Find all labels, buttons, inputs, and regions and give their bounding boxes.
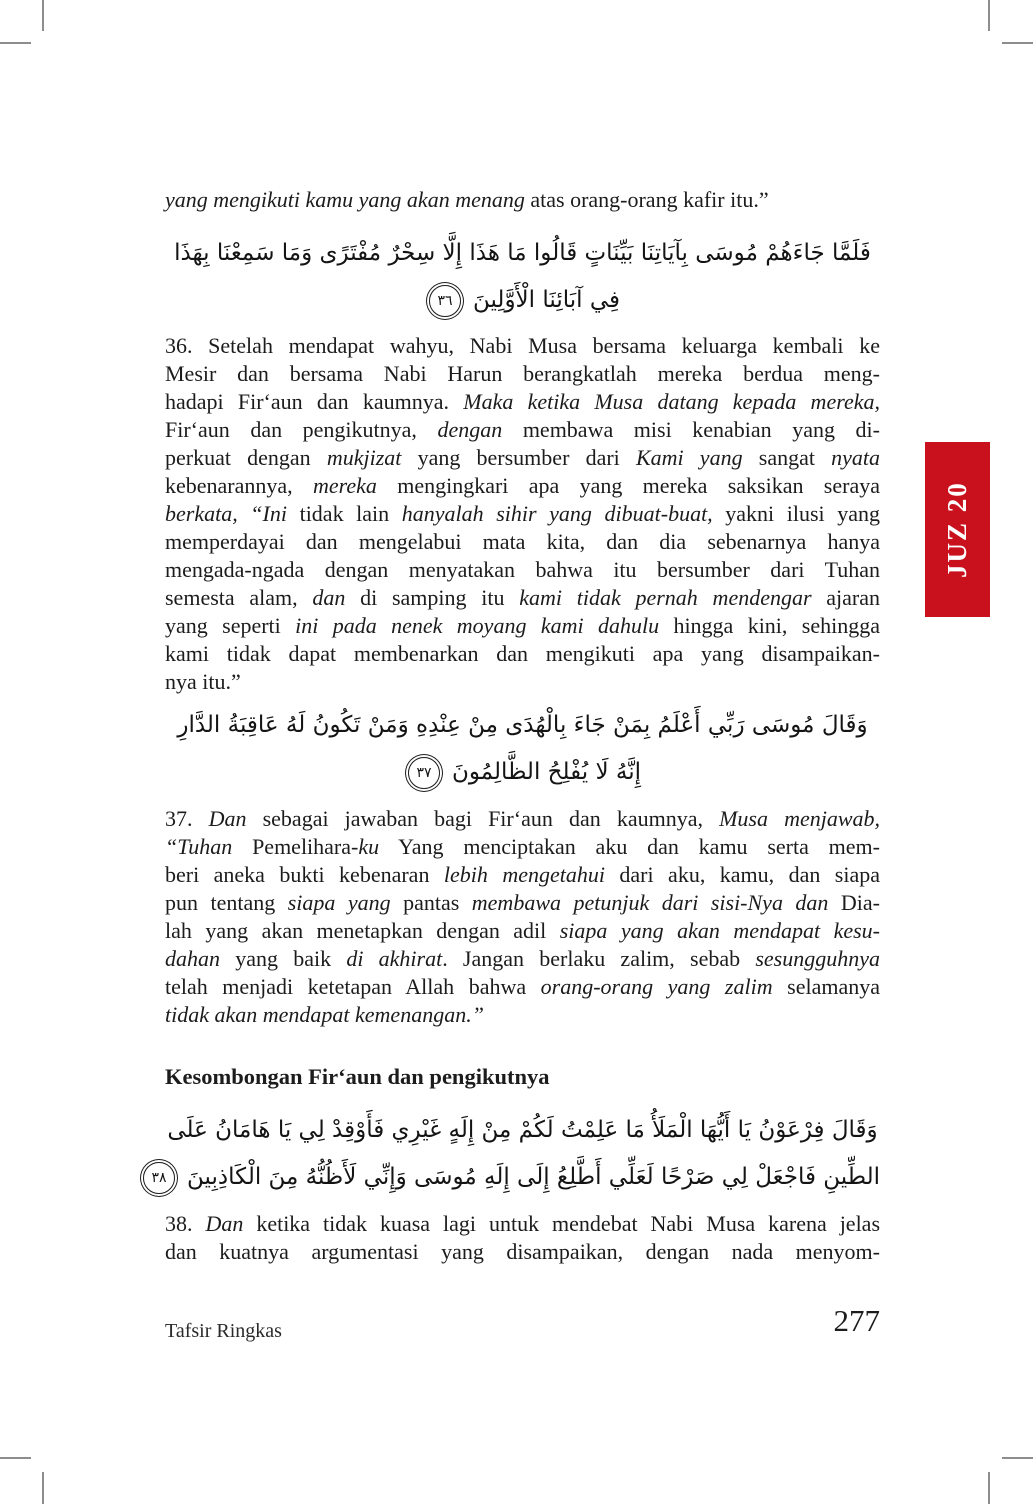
text-run: nyata [831,445,881,470]
arabic-verse-38-line-2 [151,1154,880,1201]
text-run: Yang menciptakan aku dan kamu serta mem- [379,834,880,859]
text-run: Mesir dan bersama Nabi Harun berangkatlah mereka berdua meng- [165,361,880,386]
text-run: 36. Setelah mendapat wahyu, Nabi Musa bersama keluarga kembali ke [165,333,880,358]
text-run: ketika tidak kuasa lagi untuk mendebat Nabi Musa karena jelas [243,1211,881,1236]
text-run: siapa yang akan mendapat kesu- [559,918,880,943]
text-run: perkuat dengan [165,445,327,470]
text-line [165,1210,880,1238]
juz-tab [925,442,990,617]
text-line [165,612,880,640]
text-run: orang-orang yang zalim [540,974,773,999]
text-run: yang seperti [165,613,296,638]
text-run: berkata, “Ini [165,501,287,526]
arabic-verse-36-line-2-text: فِي آبَائِنَا الْأَوَّلِينَ [472,287,620,313]
text-line [165,917,880,945]
crop-mark-bottom-right-vertical [988,1472,990,1504]
text-run: dan [312,585,346,610]
footer-book-title: Tafsir Ringkas [165,1320,282,1342]
text-line [165,1238,880,1266]
text-run: yang mengikuti kamu yang akan menang [165,187,525,212]
text-run: Musa menjawab, [719,806,881,831]
arabic-verse-36-line-2 [165,277,880,324]
text-run: beri aneka bukti kebenaran [165,862,444,887]
text-run: siapa yang [287,890,391,915]
text-line [165,528,880,556]
arabic-verse-38-line-1: وَقَالَ فِرْعَوْنُ يَا أَيُّهَا الْمَلَأُ مَا عَلِمْتُ لَكُمْ مِنْ إِلَهٍ غَيْرِي فَأَوْقِدْ لِي يَا هَامَانُ عَلَى [167,1117,878,1143]
crop-mark-top-left-horizontal [0,42,31,44]
text-run: lah yang akan menetapkan dengan adil [165,918,560,943]
text-run: nya itu.” [165,669,241,694]
paragraph-37 [165,805,880,1029]
paragraph-38 [165,1210,880,1266]
text-run: memperdayai dan mengelabui mata kita, dan dia sebenarnya hanya [165,529,880,554]
text-line [165,640,880,668]
text-run: di samping itu [345,585,520,610]
text-line [165,973,880,1001]
text-run: dan kuatnya argumentasi yang disampaikan, dengan nada menyom- [165,1239,880,1264]
text-run: dengan [437,417,503,442]
text-run: atas orang-orang kafir itu.” [524,187,769,212]
arabic-verse-38-line-2-text: الطِّينِ فَاجْعَلْ لِي صَرْحًا لَعَلِّي أَطَّلِعُ إِلَى إِلَهِ مُوسَى وَإِنِّي لَأَظُنُّهُ مِنَ الْكَاذِبِينَ [187,1164,880,1190]
text-line [165,833,880,861]
text-run: ini pada nenek moyang kami dahulu [295,613,660,638]
text-run: sebagai jawaban bagi Fir‘aun dan kaumnya, [246,806,720,831]
text-run: membawa petunjuk dari sisi-Nya dan [471,890,829,915]
text-run: ku [358,834,380,859]
text-line [165,805,880,833]
text-run: “Tuhan [165,834,233,859]
text-column [151,0,881,1266]
footer-page-number: 277 [833,1303,880,1338]
ayah-number-ornament-38: ٣٨ [143,1162,175,1194]
text-run: hadapi Fir‘aun dan kaumnya. [165,389,464,414]
text-run: kami tidak dapat membenarkan dan mengikuti apa yang disampaikan- [165,641,880,666]
text-run: Kami yang [635,445,743,470]
paragraph-36 [165,332,880,696]
text-line [165,556,880,584]
arabic-verse-36 [165,230,880,324]
text-run: tidak lain [286,501,402,526]
text-line [165,668,880,696]
text-run: pun tentang [165,890,288,915]
text-run: 38. [165,1211,206,1236]
text-run: tidak akan mendapat kemenangan.” [165,1002,484,1027]
text-run: di akhirat [346,946,443,971]
text-line [165,472,880,500]
crop-mark-top-right-horizontal [1002,42,1033,44]
text-run: pantas [390,890,472,915]
text-line [165,945,880,973]
text-run: hanyalah sihir yang dibuat-buat, [401,501,713,526]
arabic-verse-37 [165,702,880,796]
text-run: yang bersumber dari [401,445,636,470]
text-run: . Jangan berlaku zalim, sebab [442,946,756,971]
crop-mark-bottom-left-vertical [42,1472,44,1504]
text-run: hingga kini, sehingga [659,613,880,638]
text-run: sesungguhnya [755,946,880,971]
text-run: dari aku, kamu, dan siapa [604,862,881,887]
arabic-verse-38 [151,1107,880,1201]
text-run: sangat [742,445,832,470]
lead-line [165,186,880,214]
text-run: ajaran [811,585,881,610]
text-run: kebenarannya, [165,473,313,498]
text-line [165,388,880,416]
ayah-number-ornament-36: ٣٦ [429,285,461,317]
text-line [165,584,880,612]
arabic-verse-37-line-1: وَقَالَ مُوسَى رَبِّي أَعْلَمُ بِمَنْ جَاءَ بِالْهُدَى مِنْ عِنْدِهِ وَمَنْ تَكُونُ لَهُ عَاقِبَةُ الدَّارِ [177,712,868,738]
text-run: selamanya [772,974,881,999]
text-run: Dan [205,1211,244,1236]
arabic-verse-37-line-2 [165,749,880,796]
text-run: Pemelihara- [232,834,359,859]
text-line [165,444,880,472]
text-run: Maka ketika Musa datang kepada mereka, [463,389,880,414]
text-line [165,1001,880,1029]
text-line [165,332,880,360]
crop-mark-bottom-left-horizontal [0,1457,31,1459]
text-run: kami tidak pernah mendengar [519,585,812,610]
text-line [165,889,880,917]
text-line [165,416,880,444]
text-run: telah menjadi ketetapan Allah bahwa [165,974,541,999]
text-run: mengingkari apa yang mereka saksikan seraya [376,473,880,498]
arabic-verse-36-line-1: فَلَمَّا جَاءَهُمْ مُوسَى بِآيَاتِنَا بَيِّنَاتٍ قَالُوا مَا هَذَا إِلَّا سِحْرٌ مُفْتَرًى وَمَا سَمِعْنَا بِهَذَا [174,240,871,266]
text-run: semesta alam, [165,585,313,610]
text-run: dahan [165,946,220,971]
text-line [165,500,880,528]
crop-mark-top-right-vertical [988,0,990,31]
juz-tab-label: JUZ 20 [942,481,972,578]
text-run: yang baik [220,946,347,971]
text-run: mereka [312,473,377,498]
text-run: yakni ilusi yang [712,501,881,526]
text-run: membawa misi kenabian yang di- [502,417,880,442]
crop-mark-bottom-right-horizontal [1002,1457,1033,1459]
text-run: 37. [165,806,209,831]
arabic-verse-37-line-2-text: إِنَّهُ لَا يُفْلِحُ الظَّالِمُونَ [451,759,642,785]
text-run: Fir‘aun dan pengikutnya, [165,417,438,442]
text-run: Dan [208,806,247,831]
ayah-number-ornament-37: ٣٧ [408,757,440,789]
text-run: lebih mengetahui [443,862,605,887]
crop-mark-top-left-vertical [42,0,44,31]
text-run: Dia- [828,890,881,915]
text-run: mukjizat [326,445,402,470]
section-heading: Kesombongan Fir‘aun dan pengikutnya [165,1064,550,1089]
text-line [165,360,880,388]
text-run: mengada-ngada dengan menyatakan bahwa itu bersumber dari Tuhan [165,557,880,582]
text-line [165,861,880,889]
